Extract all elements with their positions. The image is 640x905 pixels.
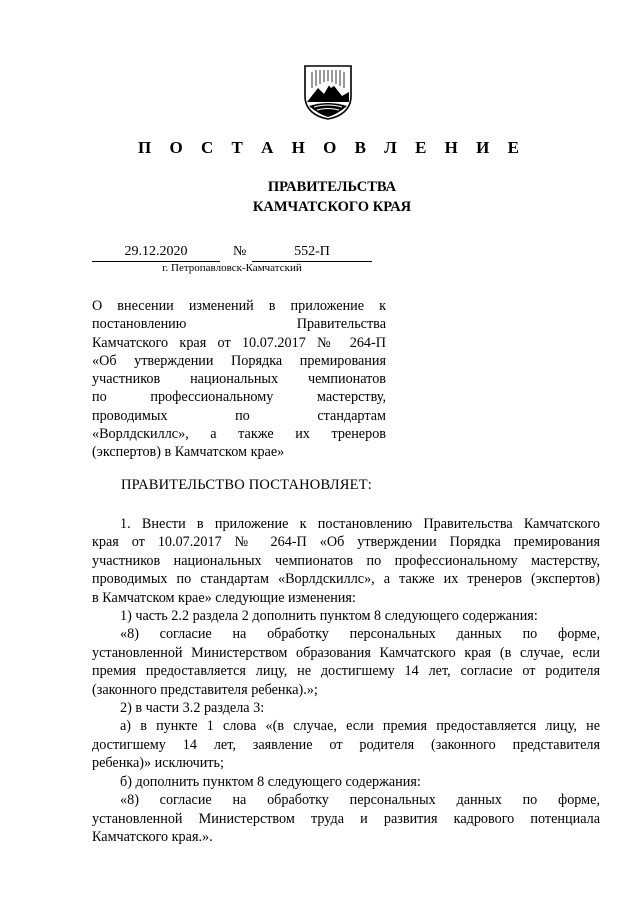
body-line: «8) согласие на обработку персональных данных по форме, [120,626,600,643]
body-line: установленной Министерством труда и развития кадрового потенциала [92,810,600,827]
authority-line-2: КАМЧАТСКОГО КРАЯ [252,199,412,215]
title-line: «Об утверждении Порядка премирования [92,352,386,369]
city-name: г. Петропавловск-Камчатский [162,262,302,274]
body-line: а) в пункте 1 слова «(в случае, если премия предоставляется лицу, не [120,718,600,735]
title-line: «Ворлдскиллс», а также их тренеров [92,426,386,443]
authority-line-1: ПРАВИТЕЛЬСТВА [267,179,397,195]
body-line: ребенка)» исключить; [92,755,224,772]
body-line: участников национальных чемпионатов по профессиональному мастерству, [92,552,600,569]
title-line: постановлению Правительства [92,316,386,333]
body-line: достигшему 14 лет, заявление от родителя (законного представителя [92,736,600,753]
body-line: проводимых по стандартам «Ворлдскиллс», а также их тренеров (экспертов) [92,571,600,588]
issuing-authority [0,177,640,217]
body-line: края от 10.07.2017 № 264-П «Об утверждении Порядка премирования [92,534,600,551]
resolves-heading: ПРАВИТЕЛЬСТВО ПОСТАНОВЛЯЕТ: [121,477,373,493]
body-line: 1) часть 2.2 раздела 2 дополнить пунктом 8 следующего содержания: [120,608,538,625]
document-body [92,515,600,846]
title-line: участников национальных чемпионатов [92,371,386,388]
document-date: 29.12.2020 [92,244,220,262]
body-line: установленной Министерством образования Камчатского края (в случае, если [92,644,600,661]
date-number-line [0,244,640,264]
body-line: 1. Внести в приложение к постановлению Правительства Камчатского [120,516,600,532]
title-line: О внесении изменений в приложение к [92,298,386,314]
body-line: б) дополнить пунктом 8 следующего содержания: [120,773,421,790]
title-line: по профессиональному мастерству, [92,389,386,406]
body-line: 2) в части 3.2 раздела 3: [120,700,265,717]
body-line: в Камчатском крае» следующие изменения: [92,589,356,606]
body-line: премия предоставляется лицу, не достигшему 14 лет, согласие от родителя [92,663,600,680]
body-line: «8) согласие на обработку персональных данных по форме, [120,792,600,809]
document-type-heading: П О С Т А Н О В Л Е Н И Е [138,138,526,157]
document-title [92,297,386,462]
number-sign: № [233,244,247,259]
kamchatka-emblem-icon [300,62,356,120]
title-line: Камчатского края от 10.07.2017 № 264-П [92,334,386,351]
title-line: проводимых по стандартам [92,407,386,424]
document-number: 552-П [252,244,372,262]
body-line: (законного представителя ребенка).»; [92,681,318,698]
body-line: Камчатского края.». [92,828,213,845]
title-line: (экспертов) в Камчатском крае» [92,444,285,461]
